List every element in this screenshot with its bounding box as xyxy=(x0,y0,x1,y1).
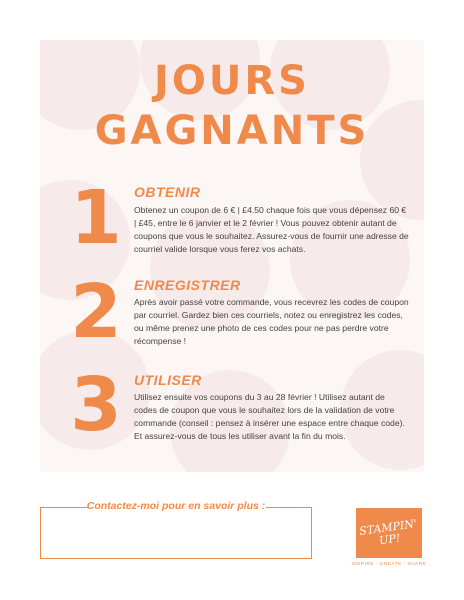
step-2-number: 2 xyxy=(70,269,122,355)
step-2-heading: ENREGISTRER xyxy=(134,277,241,293)
step-1-heading: OBTENIR xyxy=(134,184,201,200)
step-2-text: Après avoir passé votre commande, vous recevrez les codes de coupon par courriel. Gardez bien ces courriels, notez ou enregistrez les codes, ou même prenez une photo de ces codes pour ne pas perdre votre récompense ! xyxy=(134,297,409,346)
step-1-number: 1 xyxy=(70,175,122,261)
logo-tagline: INSPIRE · CREATE · SHARE xyxy=(351,561,427,566)
page-title-line-2: GAGNANTS xyxy=(94,108,370,154)
logo-text: STAMPIN' UP! xyxy=(358,517,418,548)
step-1-text: Obtenez un coupon de 6 € | £4.50 chaque fois que vous dépensez 60 € | £45, entre le 6 janvier et le 2 février ! Vous pouvez obtenir autant de coupons que vous le souhaitez. Assurez-vous de fournir une adresse de courriel valide lorsque vous ferez vos achats. xyxy=(134,205,409,254)
page-title-line-1: JOURS xyxy=(154,58,310,104)
stampin-up-logo xyxy=(356,508,422,558)
step-3-number: 3 xyxy=(70,362,122,448)
step-3-heading: UTILISER xyxy=(134,372,202,388)
contact-box xyxy=(40,507,312,559)
contact-label: Contactez-moi pour en savoir plus : xyxy=(86,500,266,512)
step-3-text: Utilisez ensuite vos coupons du 3 au 28 février ! Utilisez autant de codes de coupon que vous le souhaitez lors de la validation de votre commande (conseil : pensez à insérer une espace entre chaque code). Et assurez-vous de tous les utiliser avant la fin du mois. xyxy=(134,392,405,441)
